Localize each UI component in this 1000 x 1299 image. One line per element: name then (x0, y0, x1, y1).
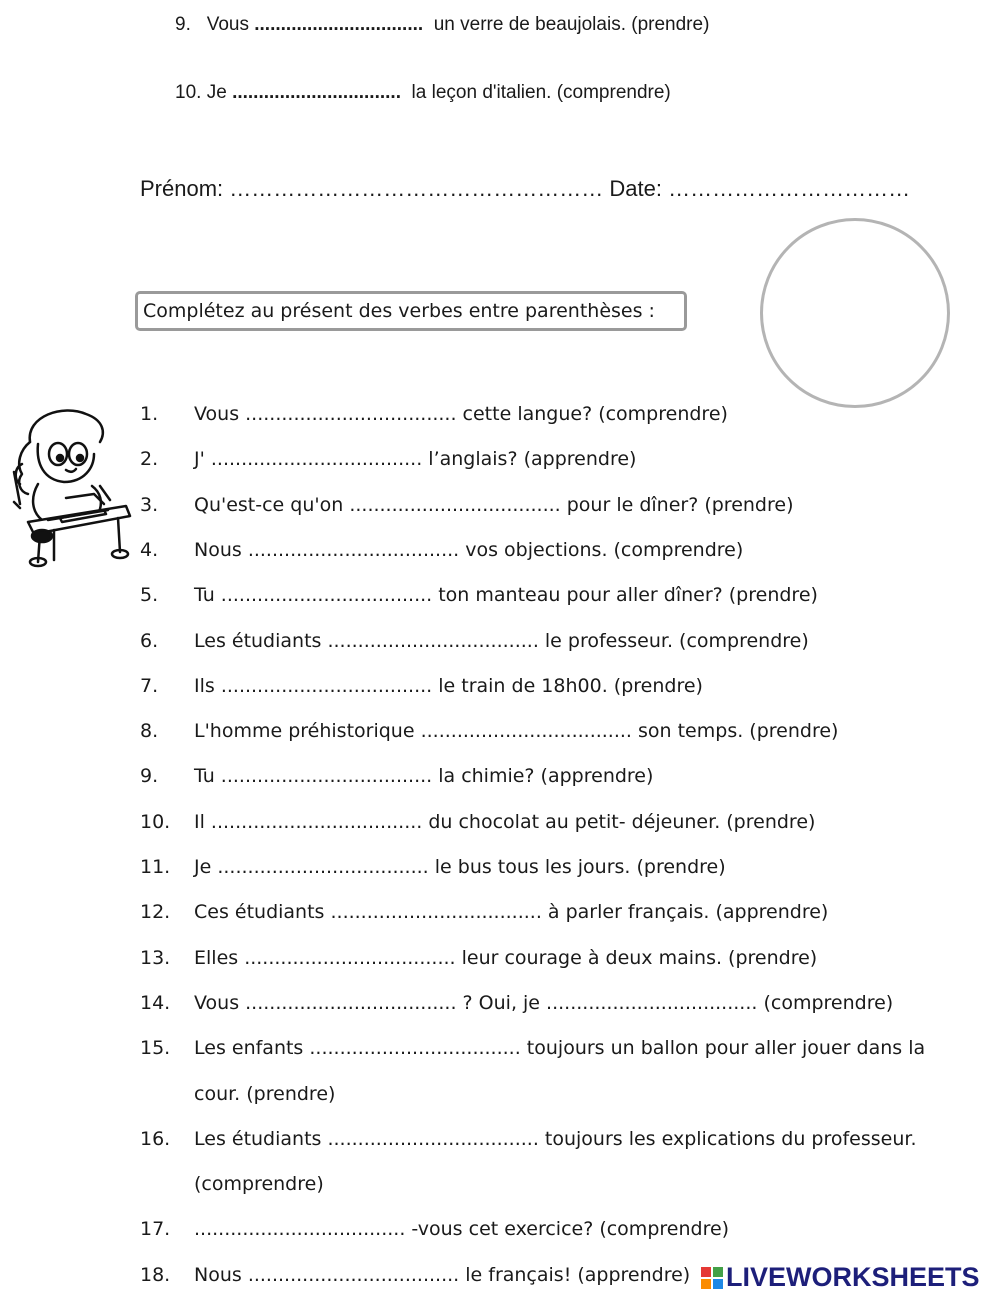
exercise-text[interactable]: L'homme préhistorique ................................... son temps. (prendre) (194, 720, 839, 742)
answer-blank[interactable]: ................................ (232, 82, 401, 103)
exercise-text[interactable]: Elles ................................... leur courage à deux mains. (prendre) (194, 947, 818, 969)
exercise-number: 8. (140, 720, 159, 742)
exercise-text[interactable]: ................................... -vous cet exercice? (comprendre) (194, 1218, 730, 1240)
exercise-text[interactable]: Je ................................... le bus tous les jours. (prendre) (194, 856, 726, 878)
prev-item-10 (175, 82, 671, 104)
prev-item-rest: un verre de beaujolais. (prendre) (433, 14, 710, 35)
exercise-number: 17. (140, 1218, 171, 1240)
exercise-text[interactable]: Vous ................................... ? Oui, je ................................... (comprendre) (194, 992, 894, 1014)
exercise-text[interactable]: Ces étudiants ................................... à parler français. (apprendre) (194, 901, 829, 923)
exercise-number: 3. (140, 494, 159, 516)
name-date-line (140, 176, 910, 202)
exercise-number: 10. (140, 811, 171, 833)
first-name-label: Prénom: (140, 176, 224, 201)
exercise-text[interactable]: Les étudiants ................................... toujours les explications du professeur. (194, 1128, 917, 1150)
exercise-number: 5. (140, 584, 159, 606)
exercise-text[interactable]: cour. (prendre) (194, 1083, 336, 1105)
exercise-text[interactable]: Ils ................................... le train de 18h00. (prendre) (194, 675, 703, 697)
exercise-text[interactable]: Il ................................... du chocolat au petit- déjeuner. (prendre) (194, 811, 816, 833)
exercise-number: 7. (140, 675, 159, 697)
date-label: Date: (609, 176, 662, 201)
exercise-number: 14. (140, 992, 171, 1014)
exercise-number: 16. (140, 1128, 171, 1150)
liveworksheets-logo-icon (700, 1266, 724, 1290)
exercise-text[interactable]: (comprendre) (194, 1173, 324, 1195)
exercise-text[interactable]: Tu ................................... la chimie? (apprendre) (194, 765, 654, 787)
exercise-number: 9. (140, 765, 159, 787)
exercise-text[interactable]: Les étudiants ................................... le professeur. (comprendre) (194, 630, 809, 652)
exercise-text[interactable]: Nous ................................... le français! (apprendre) (194, 1264, 691, 1286)
prev-item-9 (175, 14, 709, 36)
prev-item-rest: la leçon d'italien. (comprendre) (411, 82, 671, 103)
exercise-number: 15. (140, 1037, 171, 1059)
exercise-text[interactable]: Tu ................................... ton manteau pour aller dîner? (prendre) (194, 584, 818, 606)
exercise-number: 2. (140, 448, 159, 470)
grade-circle (760, 218, 950, 408)
answer-blank[interactable]: ................................ (254, 14, 424, 35)
prev-item-subject: Je (206, 82, 227, 103)
instruction-box: Complétez au présent des verbes entre parenthèses : (135, 291, 687, 331)
prev-item-number: 10. (175, 82, 202, 103)
exercise-text[interactable]: Les enfants ................................... toujours un ballon pour aller jouer dans la (194, 1037, 926, 1059)
prev-item-subject: Vous (206, 14, 249, 35)
liveworksheets-brand (700, 1262, 980, 1293)
exercise-number: 4. (140, 539, 159, 561)
date-field[interactable]: …………………………… (668, 176, 911, 201)
exercise-text[interactable]: Vous ................................... cette langue? (comprendre) (194, 403, 728, 425)
exercise-text[interactable]: J' ................................... l’anglais? (apprendre) (194, 448, 637, 470)
exercise-number: 18. (140, 1264, 171, 1286)
first-name-field[interactable]: …………………………………………… (229, 176, 604, 201)
brand-text: LIVEWORKSHEETS (726, 1262, 980, 1292)
exercise-text[interactable]: Qu'est-ce qu'on ................................... pour le dîner? (prendre) (194, 494, 794, 516)
exercise-number: 6. (140, 630, 159, 652)
prev-item-number: 9. (175, 14, 191, 35)
exercise-text[interactable]: Nous ................................... vos objections. (comprendre) (194, 539, 744, 561)
exercise-number: 12. (140, 901, 171, 923)
exercise-number: 11. (140, 856, 171, 878)
exercise-number: 1. (140, 403, 159, 425)
student-cartoon-icon (8, 402, 133, 577)
exercise-number: 13. (140, 947, 171, 969)
